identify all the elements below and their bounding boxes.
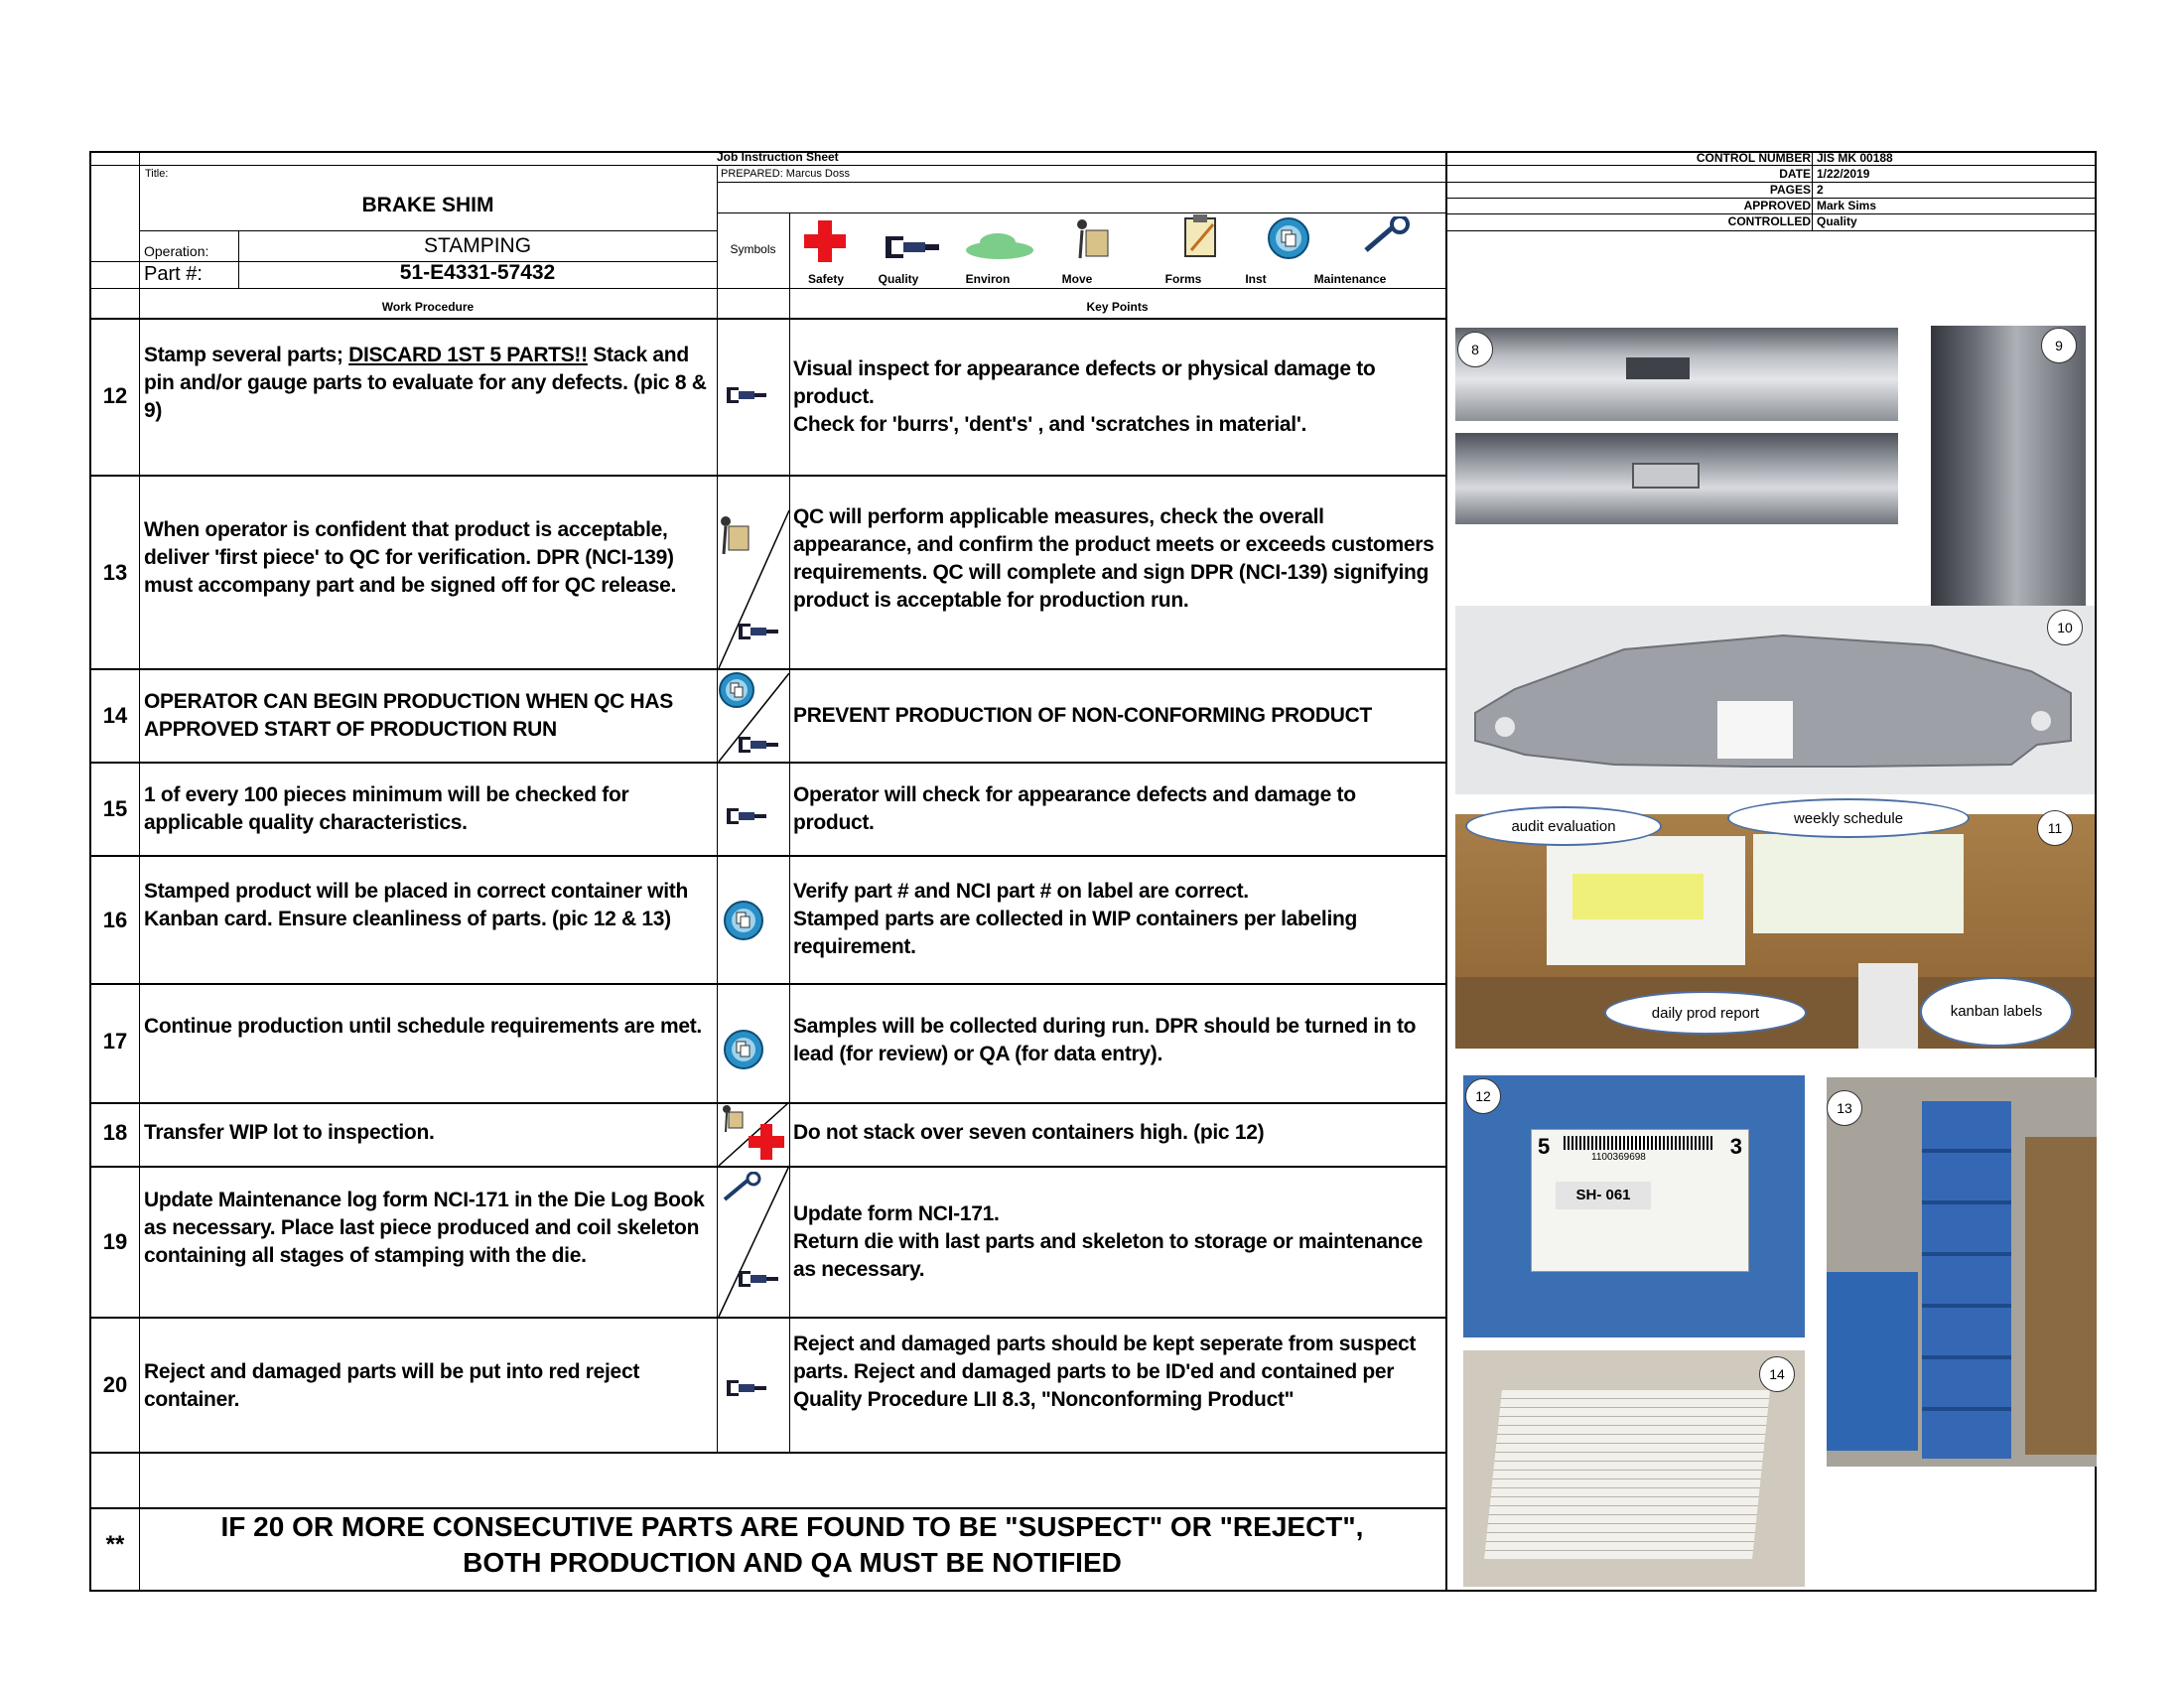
photo-shim-edge [1931, 326, 2086, 606]
controlled-label: CONTROLLED [1727, 214, 1811, 228]
instruction-icon [1267, 216, 1310, 260]
photo-brake-shim [1455, 606, 2095, 794]
control-number-value: JIS MK 00188 [1817, 151, 1893, 165]
micrometer-icon [725, 802, 770, 828]
photo-stacked-containers [1827, 1077, 2097, 1467]
step-key-point: Operator will check for appearance defects and damage to product. [793, 783, 1356, 834]
symbol-label-quality: Quality [878, 272, 919, 286]
step-procedure: Stamp several parts; DISCARD 1ST 5 PARTS!! Stack and pin and/or gauge parts to evaluate for any defects. (pic 8 & 9) [144, 344, 707, 422]
photo-number-badge: 13 [1827, 1090, 1862, 1126]
photo-number-badge: 11 [2037, 810, 2073, 846]
step-procedure: Update Maintenance log form NCI-171 in the Die Log Book as necessary. Place last piece produced and coil skeleton containing all stages of stamping with the die. [144, 1189, 705, 1267]
label-barcode: 1100369698 [1591, 1152, 1646, 1163]
micrometer-icon [737, 731, 782, 757]
wrench-icon [1360, 216, 1416, 256]
step-number: 16 [102, 908, 128, 932]
micrometer-icon [882, 228, 941, 264]
photo-number-badge: 8 [1457, 332, 1493, 367]
step-number: 18 [102, 1120, 128, 1145]
step-procedure: OPERATOR CAN BEGIN PRODUCTION WHEN QC HAS APPROVED START OF PRODUCTION RUN [144, 690, 673, 741]
callout-audit-evaluation: audit evaluation [1465, 806, 1662, 846]
step-procedure: When operator is confident that product is acceptable, deliver 'first piece' to QC for verification. DPR (NCI-139) must accompany part and be signed off for QC release. [144, 518, 677, 597]
callout-weekly-schedule: weekly schedule [1727, 798, 1970, 838]
step-procedure: Reject and damaged parts will be put into red reject container. [144, 1360, 640, 1411]
controlled-value: Quality [1817, 214, 1857, 228]
sheet-title: Job Instruction Sheet [717, 150, 839, 164]
title-value: BRAKE SHIM [361, 194, 494, 216]
control-number-label: CONTROL NUMBER [1696, 151, 1811, 165]
photo-number-badge: 10 [2047, 610, 2083, 645]
symbol-label-inst: Inst [1245, 272, 1267, 286]
photo-number-badge: 12 [1465, 1078, 1501, 1114]
mover-icon [1072, 216, 1114, 262]
date-value: 1/22/2019 [1817, 167, 1870, 181]
step-number: 20 [102, 1372, 128, 1397]
step-key-point: Verify part # and NCI part # on label are correct. Stamped parts are collected in WIP containers per labeling requirement. [793, 880, 1358, 958]
micrometer-icon [737, 618, 782, 643]
symbol-label-maintenance: Maintenance [1313, 272, 1387, 286]
symbol-label-move: Move [1061, 272, 1093, 286]
photo-number-badge: 9 [2041, 328, 2077, 363]
footer-warning: IF 20 OR MORE CONSECUTIVE PARTS ARE FOUND TO BE "SUSPECT" OR "REJECT", BOTH PRODUCTION AND QA MUST BE NOTIFIED [220, 1511, 1364, 1578]
step-key-point: Reject and damaged parts should be kept seperate from suspect parts. Reject and damaged parts to be ID'ed and contained per Quality Procedure LII 8.3, "Nonconforming Product" [793, 1333, 1417, 1411]
step-number: 14 [102, 703, 128, 728]
instruction-icon [723, 900, 764, 941]
step-procedure: Transfer WIP lot to inspection. [144, 1121, 435, 1144]
key-points-header: Key Points [1086, 300, 1149, 314]
operation-value: STAMPING [423, 234, 532, 257]
clipboard-icon [1181, 212, 1221, 260]
callout-kanban-labels: kanban labels [1920, 977, 2073, 1047]
part-label: Part #: [144, 263, 203, 285]
approved-label: APPROVED [1743, 199, 1811, 212]
step-procedure: 1 of every 100 pieces minimum will be checked for applicable quality characteristics. [144, 783, 629, 834]
date-label: DATE [1779, 167, 1811, 181]
micrometer-icon [725, 381, 770, 407]
step-key-point: Visual inspect for appearance defects or physical damage to product. Check for 'burrs', 'dent's' , and 'scratches in material'. [793, 357, 1376, 436]
photo-wip-container-label [1463, 1075, 1805, 1337]
label-part: SH- 061 [1556, 1182, 1651, 1209]
operation-label: Operation: [144, 243, 209, 259]
symbols-label: Symbols [730, 242, 776, 256]
step-key-point: Samples will be collected during run. DPR should be turned in to lead (for review) or QA (for data entry). [793, 1015, 1417, 1065]
step-number: 15 [102, 796, 128, 821]
work-procedure-header: Work Procedure [381, 300, 475, 314]
micrometer-icon [725, 1374, 770, 1400]
symbol-label-safety: Safety [807, 272, 845, 286]
callout-daily-prod-report: daily prod report [1604, 991, 1807, 1035]
symbol-label-environ: Environ [965, 272, 1011, 286]
step-number: 17 [102, 1029, 128, 1054]
photo-die-log-book [1463, 1350, 1805, 1587]
step-number: 13 [102, 560, 128, 585]
instruction-icon [718, 671, 755, 709]
symbol-label-forms: Forms [1164, 272, 1202, 286]
photo-shim-side-top [1455, 328, 1898, 421]
wrench-icon [721, 1172, 766, 1203]
approved-value: Mark Sims [1817, 199, 1877, 212]
photo-shim-side-bottom [1455, 433, 1898, 524]
step-number: 12 [102, 383, 128, 408]
pages-value: 2 [1817, 183, 1824, 197]
step-key-point: Update form NCI-171. Return die with last parts and skeleton to storage or maintenance as necessary. [793, 1202, 1423, 1281]
micrometer-icon [737, 1265, 782, 1291]
step-number: 19 [102, 1229, 128, 1254]
instruction-icon [723, 1029, 764, 1070]
step-key-point: QC will perform applicable measures, check the overall appearance, and confirm the product meets or exceeds customers requirements. QC will complete and sign DPR (NCI-139) signifying product is acceptable for production run. [793, 505, 1434, 612]
car-icon [963, 230, 1036, 262]
red-cross-icon [747, 1122, 786, 1162]
footer-marker: ** [105, 1531, 125, 1558]
part-value: 51-E4331-57432 [399, 261, 556, 284]
label-number-right: 3 [1729, 1134, 1742, 1159]
step-procedure: Stamped product will be placed in correct container with Kanban card. Ensure cleanliness of parts. (pic 12 & 13) [144, 880, 688, 930]
step-key-point: PREVENT PRODUCTION OF NON-CONFORMING PRODUCT [793, 704, 1372, 727]
prepared-by: PREPARED: Marcus Doss [721, 168, 850, 180]
step-key-point: Do not stack over seven containers high. (pic 12) [793, 1121, 1265, 1144]
pages-label: PAGES [1769, 183, 1811, 197]
photo-number-badge: 14 [1759, 1356, 1795, 1392]
mover-icon [721, 1104, 749, 1134]
label-number: 5 [1538, 1134, 1551, 1159]
title-label: Title: [145, 168, 169, 180]
mover-icon [717, 514, 756, 558]
step-procedure: Continue production until schedule requirements are met. [144, 1015, 702, 1038]
red-cross-icon [802, 218, 848, 264]
